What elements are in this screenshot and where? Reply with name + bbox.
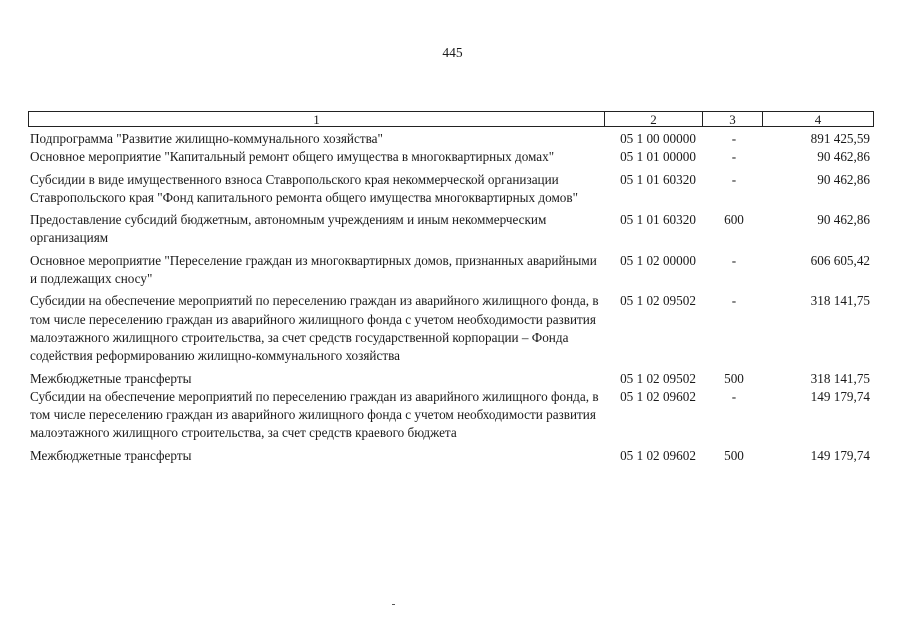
row-name: Основное мероприятие "Капитальный ремонт общего имущества в многоквартирных домах" (30, 149, 555, 165)
table-body (30, 130, 876, 465)
row-amount: 90 462,86 (817, 171, 870, 187)
row-type: - (731, 131, 737, 146)
table-row (30, 148, 876, 166)
row-code: 05 1 02 00000 (620, 252, 696, 268)
row-type: 500 (724, 447, 744, 463)
row-code: 05 1 01 00000 (620, 149, 696, 165)
row-code: 05 1 00 00000 (620, 131, 696, 146)
row-name: Субсидии на обеспечение мероприятий по переселению граждан из аварийного жилищного фонда, в том числе переселению граждан из аварийного жилищного фонда с учетом необходимости развития малоэтажного жилищного строительства, за счет средств краевого бюджета (30, 388, 599, 441)
table-row (30, 252, 876, 289)
page-number: 445 (442, 45, 463, 60)
header-col-1: 1 (29, 112, 605, 126)
row-code: 05 1 02 09502 (620, 293, 696, 309)
row-code: 05 1 02 09602 (620, 447, 696, 463)
header-col-4: 4 (814, 112, 822, 127)
row-type: - (731, 293, 737, 309)
table-row (30, 370, 876, 388)
row-code: 05 1 02 09602 (620, 388, 696, 404)
row-amount: 149 179,74 (810, 388, 870, 404)
table-row (30, 130, 876, 148)
row-type: - (731, 252, 737, 268)
row-type: - (731, 149, 737, 165)
row-type: 500 (724, 370, 744, 386)
row-name: Межбюджетные трансферты (30, 447, 192, 463)
row-amount: 90 462,86 (817, 212, 870, 228)
row-name: Субсидии в виде имущественного взноса Ставропольского края некоммерческой организации Ставропольского края "Фонд капитального ремонта общего имущества многоквартирных домов" (30, 171, 579, 205)
header-col-2: 2 (605, 112, 703, 126)
row-amount: 891 425,59 (810, 131, 870, 146)
row-type: 600 (724, 212, 744, 228)
header-col-3: 3 (703, 112, 763, 126)
scan-speck (392, 604, 395, 605)
row-amount: 318 141,75 (810, 293, 870, 309)
row-code: 05 1 02 09502 (620, 370, 696, 386)
row-name: Межбюджетные трансферты (30, 370, 192, 386)
row-name: Предоставление субсидий бюджетным, автономным учреждениям и иным некоммерческим организациям (30, 212, 547, 246)
row-code: 05 1 01 60320 (620, 212, 696, 228)
row-name: Основное мероприятие "Переселение граждан из многоквартирных домов, признанных аварийными и подлежащих сносу" (30, 252, 597, 287)
table-row (30, 447, 876, 465)
row-name: Подпрограмма "Развитие жилищно-коммунального хозяйства" (30, 131, 383, 146)
row-amount: 606 605,42 (810, 252, 870, 268)
row-amount: 318 141,75 (810, 370, 870, 386)
table-row (30, 388, 876, 443)
table-row (30, 211, 876, 248)
table-header (28, 111, 874, 127)
row-amount: 149 179,74 (810, 447, 870, 463)
table-row (30, 171, 876, 208)
table-row (30, 292, 876, 365)
row-code: 05 1 01 60320 (620, 171, 696, 187)
row-amount: 90 462,86 (817, 149, 870, 165)
row-name: Субсидии на обеспечение мероприятий по переселению граждан из аварийного жилищного фонда, в том числе переселению граждан из аварийного жилищного фонда с учетом необходимости развития малоэтажного жилищного строительства, за счет средств государственной корпорации – Фонда содействия реформированию жилищно-коммунального хозяйства (30, 293, 599, 364)
row-type: - (731, 388, 737, 404)
row-type: - (731, 171, 737, 187)
